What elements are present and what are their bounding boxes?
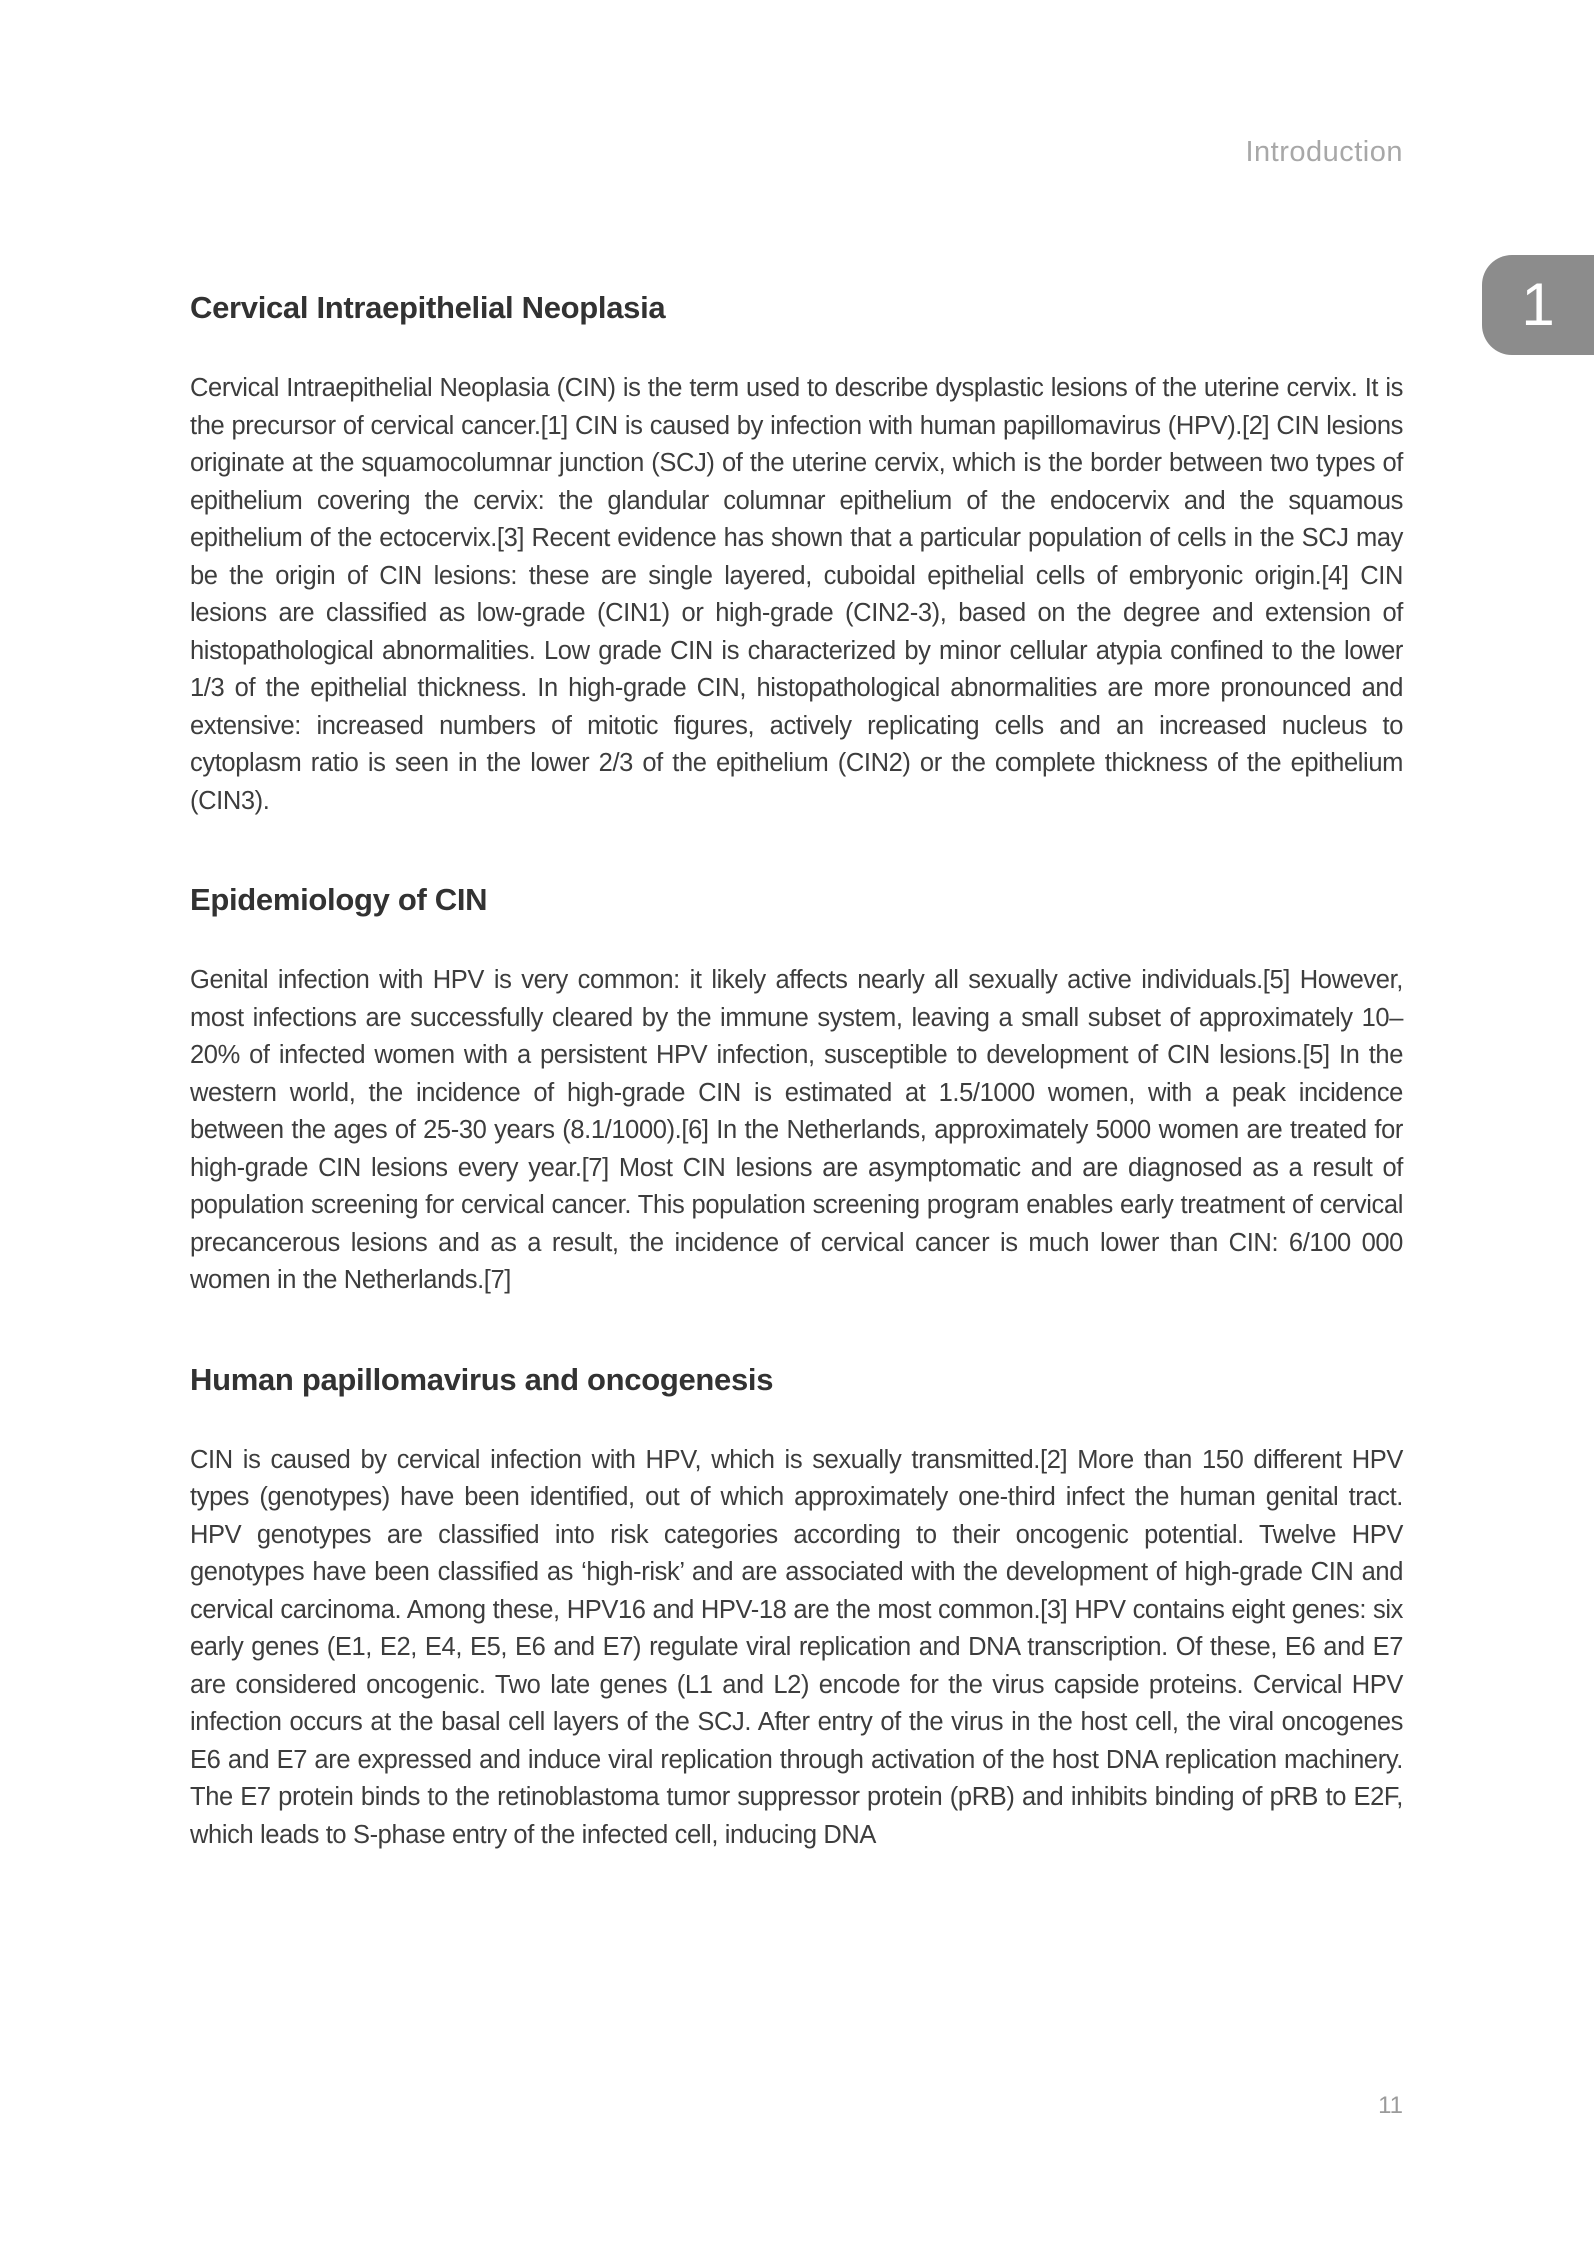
paragraph-cervical-intraepithelial-neoplasia: Cervical Intraepithelial Neoplasia (CIN) is the term used to describe dysplastic lesions of the uterine cervix. It is the precursor of cervical cancer.[1] CIN is caused by infection with human papillomavirus (HPV).[2] CIN lesions originate at the squamocolumnar junction (SCJ) of the uterine cervix, which is the border between two types of epithelium covering the cervix: the glandular columnar epithelium of the endocervix and the squamous epithelium of the ectocervix.[3] Recent evidence has shown that a particular population of cells in the SCJ may be the origin of CIN lesions: these are single layered, cuboidal epithelial cells of embryonic origin.[4] CIN lesions are classified as low-grade (CIN1) or high-grade (CIN2-3), based on the degree and extension of histopathological abnormalities. Low grade CIN is characterized by minor cellular atypia confined to the lower 1/3 of the epithelial thickness. In high-grade CIN, histopathological abnormalities are more pronounced and extensive: increased numbers of mitotic figures, actively replicating cells and an increased nucleus to cytoplasm ratio is seen in the lower 2/3 of the epithelium (CIN2) or the complete thickness of the epithelium (CIN3). — [190, 374, 1403, 815]
chapter-number: 1 — [1521, 271, 1555, 338]
running-header: Introduction — [1245, 136, 1403, 168]
section-heading-hpv-and-oncogenesis: Human papillomavirus and oncogenesis — [190, 1361, 774, 1397]
paragraph-hpv-and-oncogenesis: CIN is caused by cervical infection with HPV, which is sexually transmitted.[2] More than 150 different HPV types (genotypes) have been identified, out of which approximately one-third infect the human genital tract. HPV genotypes are classified into risk categories according to their oncogenic potential. Twelve HPV genotypes have been classified as ‘high-risk’ and are associated with the development of high-grade CIN and cervical carcinoma. Among these, HPV16 and HPV-18 are the most common.[3] HPV contains eight genes: six early genes (E1, E2, E4, E5, E6 and E7) regulate viral replication and DNA transcription. Of these, E6 and E7 are considered oncogenic. Two late genes (L1 and L2) encode for the virus capside proteins. Cervical HPV infection occurs at the basal cell layers of the SCJ. After entry of the virus in the host cell, the viral oncogenes E6 and E7 are expressed and induce viral replication through activation of the host DNA replication machinery. The E7 protein binds to the retinoblastoma tumor suppressor protein (pRB) and inhibits binding of pRB to E2F, which leads to S-phase entry of the infected cell, inducing DNA — [190, 1445, 1403, 1849]
section-heading-cervical-intraepithelial-neoplasia: Cervical Intraepithelial Neoplasia — [190, 290, 666, 325]
page-number: 11 — [1378, 2092, 1403, 2119]
paragraph-epidemiology-of-cin: Genital infection with HPV is very common: it likely affects nearly all sexually active individuals.[5] However, most infections are successfully cleared by the immune system, leaving a small subset of approximately 10–20% of infected women with a persistent HPV infection, susceptible to development of CIN lesions.[5] In the western world, the incidence of high-grade CIN is estimated at 1.5/1000 women, with a peak incidence between the ages of 25-30 years (8.1/1000).[6] In the Netherlands, approximately 5000 women are treated for high-grade CIN lesions every year.[7] Most CIN lesions are asymptomatic and are diagnosed as a result of population screening for cervical cancer. This population screening program enables early treatment of cervical precancerous lesions and as a result, the incidence of cervical cancer is much lower than CIN: 6/100 000 women in the Netherlands.[7] — [190, 966, 1403, 1294]
page-content — [190, 0, 1403, 1854]
chapter-tab — [1482, 255, 1594, 355]
section-heading-epidemiology-of-cin: Epidemiology of CIN — [190, 882, 488, 917]
